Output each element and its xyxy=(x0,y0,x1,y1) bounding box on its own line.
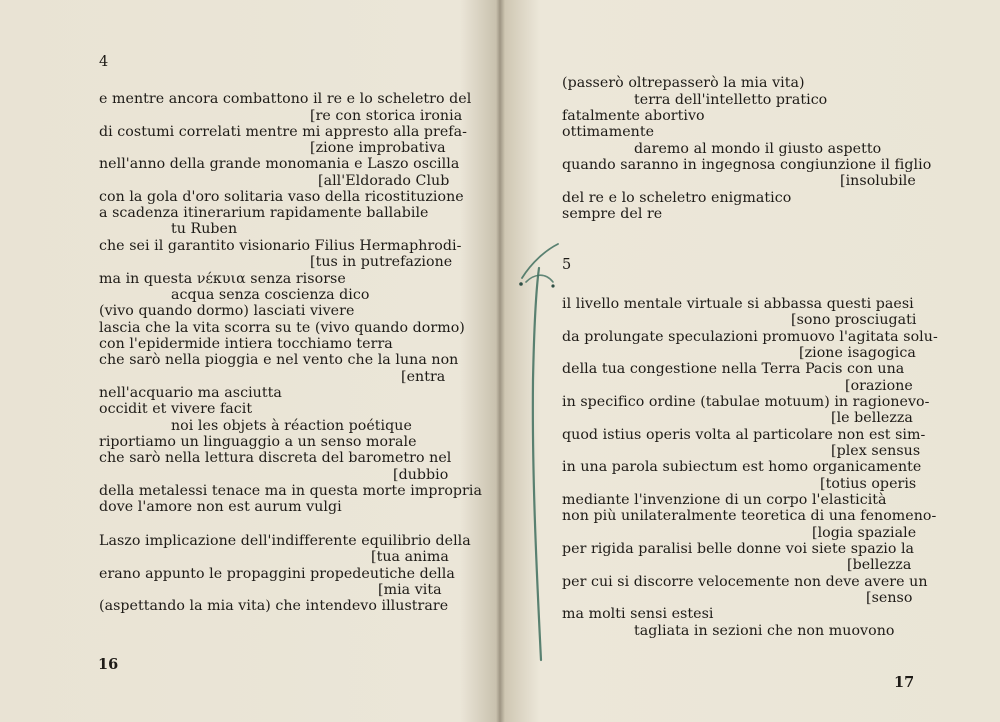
text-line: per cui si discorre velocemente non deve avere un xyxy=(562,574,928,590)
text-line: in specifico ordine (tabulae motuum) in ragionevo- xyxy=(562,394,930,410)
text-line: (aspettando la mia vita) che intendevo illustrare xyxy=(99,598,449,614)
text-line: terra dell'intelletto pratico xyxy=(634,92,828,108)
text-line: acqua senza coscienza dico xyxy=(171,287,370,303)
text-line: [sono prosciugati xyxy=(791,312,917,328)
page-number: 17 xyxy=(894,674,915,691)
text-line: dove l'amore non est aurum vulgi xyxy=(99,499,342,515)
text-line: mediante l'invenzione di un corpo l'elasticità xyxy=(562,492,887,508)
left-page xyxy=(0,0,498,722)
section-number: 4 xyxy=(99,54,109,70)
text-line: tagliata in sezioni che non muovono xyxy=(634,623,895,639)
text-line: [logia spaziale xyxy=(812,525,917,541)
text-line: occidit et vivere facit xyxy=(99,401,253,417)
text-line: che sei il garantito visionario Filius Hermaphrodi- xyxy=(99,238,462,254)
right-page xyxy=(502,0,1000,722)
text-line: [orazione xyxy=(845,378,913,394)
text-line: [tus in putrefazione xyxy=(310,254,453,270)
text-line: fatalmente abortivo xyxy=(562,108,705,124)
text-line: da prolungate speculazioni promuovo l'agitata solu- xyxy=(562,329,938,345)
text-line: ma molti sensi estesi xyxy=(562,606,714,622)
text-line: ottimamente xyxy=(562,124,655,140)
text-line: [tua anima xyxy=(371,549,449,565)
text-line: [dubbio xyxy=(393,467,449,483)
section-number: 5 xyxy=(562,257,572,273)
text-line: [totius operis xyxy=(820,476,917,492)
text-line: del re e lo scheletro enigmatico xyxy=(562,190,792,206)
text-line: con l'epidermide intiera tocchiamo terra xyxy=(99,336,393,352)
text-line: [plex sensus xyxy=(831,443,921,459)
text-line: che sarò nella pioggia e nel vento che la luna non xyxy=(99,352,459,368)
text-line: [entra xyxy=(401,369,446,385)
text-line: riportiamo un linguaggio a un senso morale xyxy=(99,434,417,450)
text-line: [senso xyxy=(866,590,913,606)
text-line: tu Ruben xyxy=(171,221,238,237)
text-line: [insolubile xyxy=(840,173,916,189)
text-line: il livello mentale virtuale si abbassa questi paesi xyxy=(562,296,914,312)
text-line: quod istius operis volta al particolare non est sim- xyxy=(562,427,926,443)
text-line: [zione isagogica xyxy=(799,345,916,361)
text-line: nell'anno della grande monomania e Laszo oscilla xyxy=(99,156,460,172)
text-line: quando saranno in ingegnosa congiunzione il figlio xyxy=(562,157,932,173)
text-line: a scadenza itinerarium rapidamente ballabile xyxy=(99,205,429,221)
text-line: e mentre ancora combattono il re e lo scheletro del xyxy=(99,91,472,107)
text-line: [all'Eldorado Club xyxy=(318,173,450,189)
text-line: nell'acquario ma asciutta xyxy=(99,385,282,401)
text-line: [zione improbativa xyxy=(310,140,446,156)
text-line: lascia che la vita scorra su te (vivo quando dormo) xyxy=(99,320,465,336)
text-line: (vivo quando dormo) lasciati vivere xyxy=(99,303,355,319)
text-line: della tua congestione nella Terra Pacis con una xyxy=(562,361,905,377)
text-line: per rigida paralisi belle donne voi siete spazio la xyxy=(562,541,915,557)
text-line: di costumi correlati mentre mi appresto alla prefa- xyxy=(99,124,467,140)
page-number: 16 xyxy=(98,656,119,673)
text-line: Laszo implicazione dell'indifferente equilibrio della xyxy=(99,533,471,549)
text-line: che sarò nella lettura discreta del barometro nel xyxy=(99,450,452,466)
text-line: [le bellezza xyxy=(831,410,913,426)
text-line: (passerò oltrepasserò la mia vita) xyxy=(562,75,805,91)
text-line: sempre del re xyxy=(562,206,663,222)
text-line: della metalessi tenace ma in questa morte impropria xyxy=(99,483,482,499)
text-line: ma in questa νέκυια senza risorse xyxy=(99,271,346,287)
text-line: [bellezza xyxy=(847,557,912,573)
text-line: non più unilateralmente teoretica di una fenomeno- xyxy=(562,508,937,524)
text-line: con la gola d'oro solitaria vaso della ricostituzione xyxy=(99,189,464,205)
text-line: noi les objets à réaction poétique xyxy=(171,418,412,434)
text-line: [mia vita xyxy=(378,582,442,598)
text-line: daremo al mondo il giusto aspetto xyxy=(634,141,882,157)
text-line: in una parola subiectum est homo organicamente xyxy=(562,459,922,475)
text-line: erano appunto le propaggini propedeutiche della xyxy=(99,566,455,582)
text-line: [re con storica ironia xyxy=(310,108,463,124)
